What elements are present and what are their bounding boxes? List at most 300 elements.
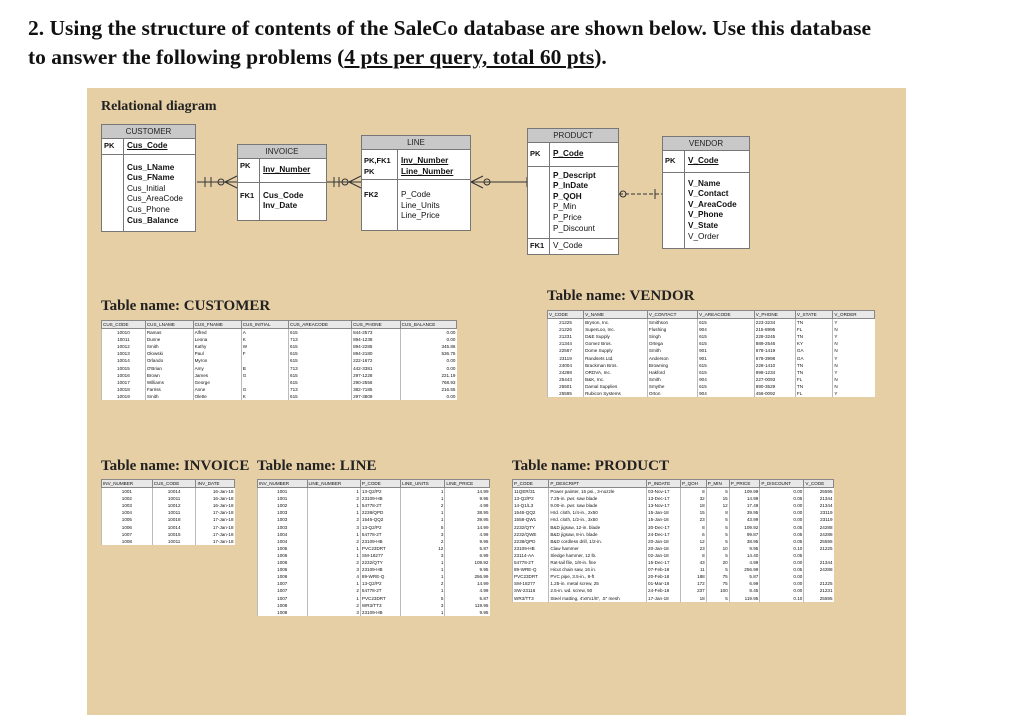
- table-cell: 1: [307, 580, 360, 587]
- table-cell: 0.00: [760, 573, 804, 580]
- line-table-title: Table name: LINE: [257, 458, 377, 474]
- table-cell: 1: [307, 552, 360, 559]
- table-cell: 0.05: [760, 538, 804, 545]
- table-cell: 25595: [804, 538, 834, 545]
- table-cell: 615: [698, 369, 755, 376]
- table-cell: 223-3234: [754, 319, 795, 327]
- table-row: [513, 595, 834, 602]
- table-cell: PVC23DRT: [360, 595, 400, 602]
- table-cell: 2: [401, 538, 445, 545]
- table-cell: 16-Jan-18: [196, 502, 235, 509]
- table-cell: 10015: [102, 365, 146, 372]
- table-cell: 5.87: [445, 595, 490, 602]
- table-cell: 21225: [804, 545, 834, 552]
- table-cell: 2238/QPD: [513, 538, 549, 545]
- table-cell: 1001: [258, 495, 308, 502]
- line-attrs: [398, 180, 470, 230]
- table-cell: 43.99: [729, 516, 760, 523]
- table-cell: 12: [680, 538, 706, 545]
- table-row: [258, 552, 490, 559]
- line-pk-attrs: [398, 150, 470, 179]
- table-cell: 6.99: [445, 552, 490, 559]
- table-cell: 1.25-in. metal screw, 25: [549, 580, 647, 587]
- table-cell: 10018: [102, 386, 146, 393]
- pk-labels: [362, 150, 398, 179]
- line-table: [257, 479, 490, 616]
- vendor-pk-row: [663, 151, 749, 173]
- table-cell: 7.25-in. pwr. saw blade: [549, 495, 647, 502]
- attr: P_Descript: [553, 170, 596, 180]
- table-cell: 5: [401, 595, 445, 602]
- table-cell: Bryson, Inc.: [584, 319, 648, 327]
- table-cell: 3: [307, 609, 360, 616]
- attr: Cus_Balance: [127, 215, 179, 225]
- table-cell: 0.10: [760, 545, 804, 552]
- table-cell: 2.5-in. wd. screw, 50: [549, 587, 647, 594]
- table-cell: FL: [795, 390, 832, 397]
- pk-label: PK: [238, 159, 260, 182]
- product-fk-row: [528, 239, 618, 254]
- table-cell: 1002: [102, 495, 153, 502]
- table-cell: 10011: [152, 538, 196, 545]
- table-row: [102, 524, 235, 531]
- attr: Cus_LName: [127, 162, 175, 172]
- pk-fk-label: PK,FK1: [364, 156, 391, 165]
- table-cell: 222-1672: [352, 357, 401, 364]
- table-cell: 17.49: [729, 502, 760, 509]
- table-cell: 1007: [258, 580, 308, 587]
- column-header: V_AREACODE: [698, 311, 755, 319]
- table-row: [102, 502, 235, 509]
- table-cell: FL: [795, 326, 832, 333]
- table-cell: 4.99: [445, 587, 490, 594]
- table-cell: Singh: [647, 333, 697, 340]
- table-cell: 23109-HB: [360, 566, 400, 573]
- table-cell: 5: [706, 524, 729, 531]
- table-cell: 3: [401, 531, 445, 538]
- column-header: V_CODE: [548, 311, 584, 319]
- table-cell: 0.05: [760, 495, 804, 502]
- table-cell: 17-Jan-18: [196, 531, 235, 538]
- table-row: [548, 369, 875, 376]
- table-cell: 0.00: [400, 365, 456, 372]
- table-cell: 382-7185: [352, 386, 401, 393]
- inv-number-attr: Inv_Number: [263, 165, 311, 174]
- table-cell: 03-Nov-17: [647, 488, 681, 496]
- table-cell: 615: [698, 362, 755, 369]
- attr: V_Name: [688, 178, 721, 188]
- table-cell: 24288: [804, 531, 834, 538]
- column-header: LINE_NUMBER: [307, 480, 360, 488]
- table-cell: 1006: [258, 559, 308, 566]
- product-table: [512, 479, 834, 602]
- table-row: [102, 386, 457, 393]
- table-row: [102, 531, 235, 538]
- pk-label: PK: [528, 143, 550, 166]
- table-cell: Kathy: [193, 343, 241, 350]
- question-line-2: [28, 43, 1008, 72]
- column-header: P_QOH: [680, 480, 706, 488]
- table-cell: Myron: [193, 357, 241, 364]
- table-cell: 25501: [548, 383, 584, 390]
- table-cell: 15-Dec-17: [647, 559, 681, 566]
- table-cell: 17-Jan-18: [196, 516, 235, 523]
- table-cell: 5: [401, 524, 445, 531]
- table-cell: 10015: [152, 531, 196, 538]
- table-cell: [804, 573, 834, 580]
- table-cell: 237: [680, 587, 706, 594]
- table-cell: G: [241, 372, 288, 379]
- table-cell: 898-1234: [754, 369, 795, 376]
- vendor-attr-row: [663, 173, 749, 249]
- table-cell: 1008: [258, 609, 308, 616]
- table-cell: 1: [401, 587, 445, 594]
- column-header: P_PRICE: [729, 480, 760, 488]
- table-row: [258, 524, 490, 531]
- table-cell: Ortega: [647, 340, 697, 347]
- table-row: [102, 329, 457, 337]
- table-cell: N: [833, 376, 875, 383]
- column-header: P_INDATE: [647, 480, 681, 488]
- table-cell: D&E Supply: [584, 333, 648, 340]
- table-cell: 536.75: [400, 350, 456, 357]
- table-row: [102, 365, 457, 372]
- table-row: [102, 495, 235, 502]
- table-cell: 9.95: [445, 495, 490, 502]
- product-table-title: Table name: PRODUCT: [512, 458, 669, 474]
- table-cell: 615: [289, 372, 352, 379]
- table-cell: 297-3809: [352, 393, 401, 400]
- table-cell: 5: [706, 531, 729, 538]
- table-cell: 768.93: [400, 379, 456, 386]
- fk-label: FK1: [528, 239, 550, 254]
- table-row: [513, 516, 834, 523]
- table-cell: Rat-tail file, 1/8-in. fine: [549, 559, 647, 566]
- table-cell: N: [833, 362, 875, 369]
- table-cell: 2: [307, 602, 360, 609]
- table-cell: 228-3245: [754, 333, 795, 340]
- table-cell: 14.99: [445, 524, 490, 531]
- table-row: [258, 602, 490, 609]
- table-row: [548, 319, 875, 327]
- v-code-attr: V_Code: [553, 241, 583, 251]
- column-header: V_NAME: [584, 311, 648, 319]
- table-cell: 221.19: [400, 372, 456, 379]
- table-cell: 109.99: [729, 488, 760, 496]
- table-header-row: [548, 311, 875, 319]
- table-cell: Dome Supply: [584, 347, 648, 354]
- table-cell: 43: [680, 559, 706, 566]
- table-cell: 13-Dec-17: [647, 495, 681, 502]
- table-cell: 1006: [102, 524, 153, 531]
- table-cell: 1008: [102, 538, 153, 545]
- table-cell: GA: [795, 347, 832, 354]
- table-cell: 615: [698, 340, 755, 347]
- table-cell: 21344: [804, 502, 834, 509]
- table-cell: 10011: [152, 509, 196, 516]
- table-cell: James: [193, 372, 241, 379]
- table-cell: 188: [680, 573, 706, 580]
- table-row: [513, 545, 834, 552]
- empty-key-cell: [663, 173, 685, 249]
- table-cell: 2: [307, 538, 360, 545]
- table-cell: 10: [706, 545, 729, 552]
- table-cell: 3: [401, 552, 445, 559]
- vendor-attrs: [685, 173, 749, 249]
- table-cell: 1005: [258, 545, 308, 552]
- table-cell: Farriss: [145, 386, 193, 393]
- table-cell: 615: [289, 379, 352, 386]
- table-row: [513, 559, 834, 566]
- column-header: V_PHONE: [754, 311, 795, 319]
- table-cell: 109.92: [729, 524, 760, 531]
- table-cell: 32: [680, 495, 706, 502]
- table-cell: 1003: [258, 524, 308, 531]
- table-cell: 10017: [102, 379, 146, 386]
- table-cell: 119.95: [729, 595, 760, 602]
- table-row: [102, 509, 235, 516]
- invoice-attrs: [260, 183, 326, 220]
- table-cell: 10013: [102, 350, 146, 357]
- table-cell: 904: [698, 376, 755, 383]
- table-cell: 3: [307, 566, 360, 573]
- table-row: [548, 333, 875, 340]
- fk-label: FK2: [362, 180, 398, 230]
- product-entity: [527, 128, 619, 255]
- table-cell: Damal Supplies: [584, 383, 648, 390]
- table-cell: N: [833, 383, 875, 390]
- line-number-attr: Line_Number: [401, 166, 454, 176]
- table-cell: 904: [698, 390, 755, 397]
- cus-code-attr: Cus_Code: [127, 141, 168, 150]
- table-cell: Dunne: [145, 336, 193, 343]
- table-cell: 0.00: [760, 587, 804, 594]
- column-header: V_CODE: [804, 480, 834, 488]
- vendor-table-title: Table name: VENDOR: [547, 288, 695, 304]
- table-row: [258, 495, 490, 502]
- table-cell: 615: [289, 343, 352, 350]
- table-cell: 21344: [804, 495, 834, 502]
- table-cell: 297-1228: [352, 372, 401, 379]
- table-cell: 6.99: [729, 580, 760, 587]
- table-cell: 1004: [258, 538, 308, 545]
- table-cell: 1: [401, 488, 445, 496]
- table-row: [258, 516, 490, 523]
- table-cell: N: [833, 340, 875, 347]
- table-cell: 10011: [152, 495, 196, 502]
- empty-key-cell: [528, 167, 550, 239]
- table-cell: 25443: [548, 376, 584, 383]
- table-cell: 1: [307, 502, 360, 509]
- table-cell: 38.95: [729, 538, 760, 545]
- table-row: [513, 566, 834, 573]
- table-cell: 615: [289, 350, 352, 357]
- table-cell: 2: [401, 502, 445, 509]
- table-cell: ORDVA, Inc.: [584, 369, 648, 376]
- column-header: V_ORDER: [833, 311, 875, 319]
- table-row: [102, 350, 457, 357]
- table-cell: B&D jigsaw, 12-in. blade: [549, 524, 647, 531]
- attr: P_QOH: [553, 191, 582, 201]
- table-cell: 5.87: [729, 573, 760, 580]
- table-row: [548, 383, 875, 390]
- table-cell: 1: [401, 495, 445, 502]
- column-header: P_CODE: [360, 480, 400, 488]
- table-cell: Rubicon Systems: [584, 390, 648, 397]
- product-attr-row: [528, 167, 618, 240]
- column-header: INV_NUMBER: [258, 480, 308, 488]
- column-header: CUS_CODE: [152, 480, 196, 488]
- table-cell: 345.86: [400, 343, 456, 350]
- table-cell: 615: [698, 319, 755, 327]
- table-cell: 2232/QWE: [513, 531, 549, 538]
- table-cell: 21225: [548, 319, 584, 327]
- table-cell: 1: [307, 509, 360, 516]
- table-row: [548, 326, 875, 333]
- table-cell: SW-23116: [513, 587, 549, 594]
- table-row: [548, 347, 875, 354]
- table-cell: 894-1238: [352, 336, 401, 343]
- table-cell: Smythe: [647, 383, 697, 390]
- table-cell: 678-3998: [754, 355, 795, 362]
- table-row: [513, 502, 834, 509]
- table-header-row: [258, 480, 490, 488]
- invoice-table: [101, 479, 235, 545]
- attr: V_Order: [688, 231, 719, 241]
- vendor-entity-title: VENDOR: [663, 137, 749, 151]
- table-cell: 13-Q2/P2: [360, 580, 400, 587]
- table-cell: 23109-HB: [360, 495, 400, 502]
- table-cell: 39.95: [445, 516, 490, 523]
- product-attrs: [550, 167, 618, 239]
- table-cell: 894-2180: [352, 350, 401, 357]
- table-cell: 24004: [548, 362, 584, 369]
- table-row: [258, 609, 490, 616]
- table-cell: 1003: [258, 516, 308, 523]
- table-cell: 22567: [548, 347, 584, 354]
- table-cell: Ramas: [145, 329, 193, 337]
- table-cell: 12: [706, 502, 729, 509]
- p-code-attr: P_Code: [553, 149, 584, 158]
- table-cell: 01-Mar-18: [647, 580, 681, 587]
- table-row: [102, 538, 235, 545]
- table-cell: 17-Jan-18: [196, 524, 235, 531]
- table-cell: 615: [698, 333, 755, 340]
- table-cell: 25595: [804, 488, 834, 496]
- table-cell: 0.00: [400, 357, 456, 364]
- table-cell: Paul: [193, 350, 241, 357]
- table-row: [102, 393, 457, 400]
- invoice-table-title: Table name: INVOICE: [101, 458, 250, 474]
- table-cell: 14.99: [445, 580, 490, 587]
- table-cell: SM-18277: [513, 580, 549, 587]
- table-cell: [241, 357, 288, 364]
- table-cell: SM-18277: [360, 552, 400, 559]
- customer-attr-row: [102, 155, 195, 232]
- table-cell: 1546-QQ2: [360, 516, 400, 523]
- table-row: [548, 362, 875, 369]
- table-cell: Smith: [647, 376, 697, 383]
- table-cell: 0.05: [760, 524, 804, 531]
- table-cell: Smith: [647, 347, 697, 354]
- table-cell: 713: [289, 365, 352, 372]
- table-cell: 5: [706, 538, 729, 545]
- customer-table: [101, 320, 457, 400]
- table-cell: 442-3381: [352, 365, 401, 372]
- table-cell: 0.05: [760, 566, 804, 573]
- table-cell: 0.05: [760, 552, 804, 559]
- table-header-row: [102, 321, 457, 329]
- table-cell: 1008: [258, 602, 308, 609]
- table-row: [513, 580, 834, 587]
- table-cell: 615: [698, 383, 755, 390]
- table-cell: 901: [698, 347, 755, 354]
- v-code-attr: V_Code: [688, 156, 719, 165]
- pk-label: PK: [663, 151, 685, 172]
- table-row: [258, 545, 490, 552]
- table-cell: 5.87: [445, 545, 490, 552]
- table-cell: 1: [401, 566, 445, 573]
- table-cell: 1: [307, 488, 360, 496]
- table-cell: 1007: [258, 595, 308, 602]
- table-cell: 21226: [548, 326, 584, 333]
- table-cell: 24288: [548, 369, 584, 376]
- table-cell: 23: [680, 545, 706, 552]
- table-row: [548, 355, 875, 362]
- table-cell: 290-2556: [352, 379, 401, 386]
- table-cell: 21231: [548, 333, 584, 340]
- table-cell: 8: [706, 509, 729, 516]
- table-cell: 256.99: [729, 566, 760, 573]
- table-cell: 216.55: [400, 386, 456, 393]
- table-cell: WR3/TT3: [513, 595, 549, 602]
- product-entity-title: PRODUCT: [528, 129, 618, 143]
- table-row: [258, 559, 490, 566]
- question-line-1: 2. Using the structure of contents of the SaleCo database are shown below. Use this database: [28, 16, 872, 40]
- table-cell: WR3/TT3: [360, 602, 400, 609]
- table-row: [102, 379, 457, 386]
- table-cell: 8: [680, 552, 706, 559]
- table-cell: 4: [307, 573, 360, 580]
- table-cell: GA: [795, 355, 832, 362]
- table-cell: 1: [401, 559, 445, 566]
- table-cell: 1004: [258, 531, 308, 538]
- table-cell: 23119: [804, 509, 834, 516]
- table-cell: 16-Jan-18: [196, 495, 235, 502]
- column-header: V_CONTACT: [647, 311, 697, 319]
- invoice-entity-title: INVOICE: [238, 145, 326, 159]
- table-cell: 1002: [258, 502, 308, 509]
- attr: Cus_FName: [127, 173, 175, 183]
- table-cell: 2: [307, 516, 360, 523]
- table-cell: 23119: [804, 516, 834, 523]
- table-cell: 5: [706, 566, 729, 573]
- table-cell: TN: [795, 319, 832, 327]
- table-cell: 14-Q1/L3: [513, 502, 549, 509]
- table-cell: 11QER/31: [513, 488, 549, 496]
- attr: Cus_Initial: [127, 183, 166, 193]
- table-cell: 18: [680, 502, 706, 509]
- table-cell: 13-Q2/P2: [513, 495, 549, 502]
- empty-key-cell: [102, 155, 124, 232]
- table-cell: 904: [698, 326, 755, 333]
- table-cell: A: [241, 329, 288, 337]
- attr: P_Price: [553, 212, 582, 222]
- table-header-row: [102, 480, 235, 488]
- customer-entity-title: CUSTOMER: [102, 125, 195, 139]
- table-cell: [804, 552, 834, 559]
- line-entity-title: LINE: [362, 136, 470, 150]
